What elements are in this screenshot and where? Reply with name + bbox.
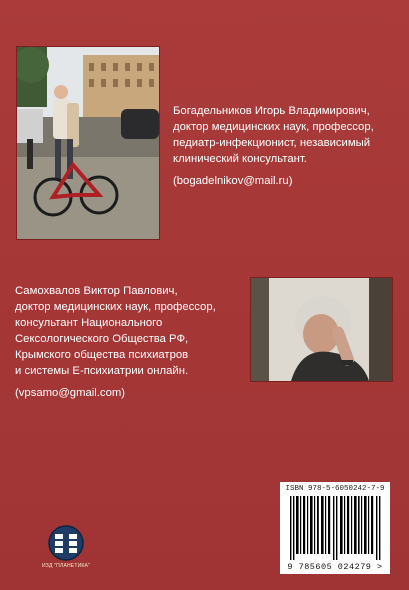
author2-line: и системы E-психиатрии онлайн. — [15, 365, 189, 377]
author1-photo-illustration — [17, 47, 159, 239]
author2-name: Самохвалов Виктор Павлович, — [15, 285, 178, 297]
isbn-label: ISBN 978-5-6050242-7-9 — [285, 485, 385, 493]
author1-photo — [16, 46, 160, 240]
author1-line: педиатр-инфекционист, независимый — [173, 137, 371, 149]
author1-email[interactable]: (bogadelnikov@mail.ru) — [173, 175, 293, 187]
author2-email[interactable]: (vpsamo@gmail.com) — [15, 387, 126, 399]
author2-line: Сексологического Общества РФ, — [15, 333, 189, 345]
author2-line: Крымского общества психиатров — [15, 349, 189, 361]
author2-info — [15, 283, 216, 401]
author1-name: Богадельников Игорь Владимирович, — [173, 105, 370, 117]
isbn-barcode — [280, 482, 390, 574]
author2-photo — [250, 277, 393, 382]
author1-line: клинический консультант. — [173, 153, 307, 165]
author1-info — [173, 103, 374, 189]
publisher-name: ИЗД "ПЛАНЕТИКА" — [42, 563, 90, 569]
barcode-icon — [288, 496, 382, 560]
author2-photo-illustration — [251, 278, 392, 381]
author2-line: доктор медицинских наук, профессор, — [15, 301, 216, 313]
isbn-digits: 9 785605 024279 > — [287, 562, 383, 572]
author2-line: консультант Национального — [15, 317, 163, 329]
author1-line: доктор медицинских наук, профессор, — [173, 121, 374, 133]
